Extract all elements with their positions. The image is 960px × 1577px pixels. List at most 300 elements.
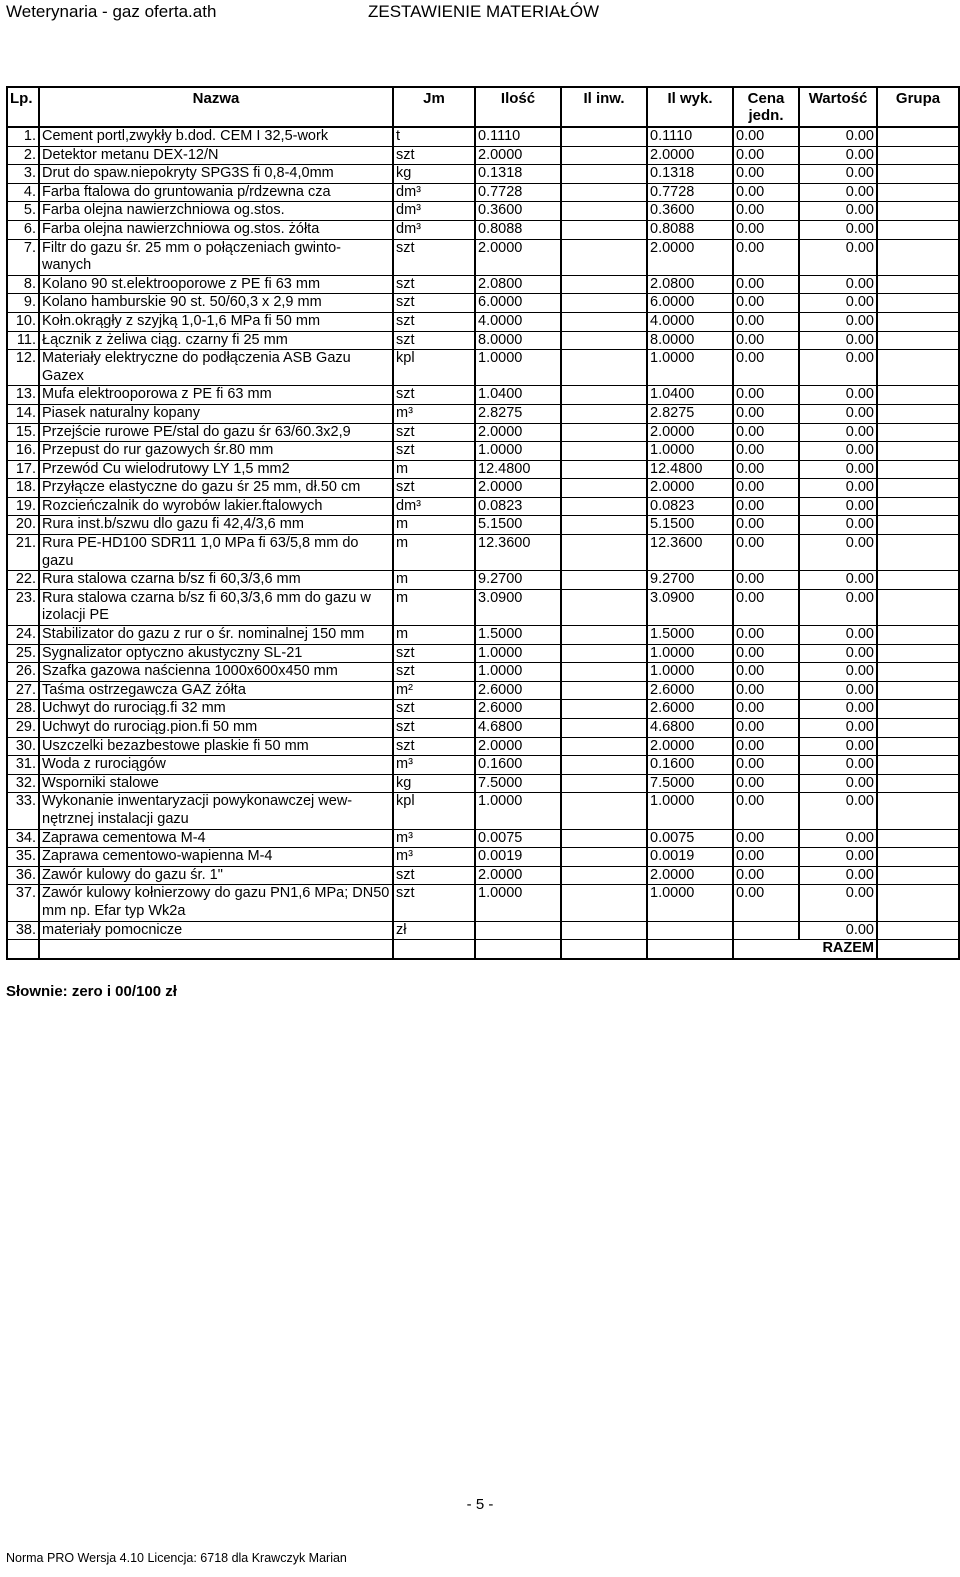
- cell-il-wyk: 4.6800: [647, 719, 733, 738]
- table-row: [7, 885, 959, 921]
- cell-cena: 0.00: [733, 535, 799, 571]
- cell-il-inw: [561, 294, 647, 313]
- cell-lp: 32.: [7, 774, 39, 793]
- cell-cena: 0.00: [733, 202, 799, 221]
- cell-jm: m³: [393, 829, 475, 848]
- cell-jm: m²: [393, 681, 475, 700]
- cell-jm: zł: [393, 921, 475, 940]
- total-cell-lp: [7, 940, 39, 959]
- table-row: [7, 516, 959, 535]
- cell-ilosc: 0.0075: [475, 829, 561, 848]
- cell-nazwa: Uchwyt do rurociąg.pion.fi 50 mm: [39, 719, 393, 738]
- cell-cena: 0.00: [733, 516, 799, 535]
- cell-jm: szt: [393, 644, 475, 663]
- cell-cena: 0.00: [733, 497, 799, 516]
- cell-wartosc: 0.00: [799, 423, 877, 442]
- table-row: [7, 626, 959, 645]
- cell-lp: 23.: [7, 589, 39, 625]
- cell-jm: szt: [393, 700, 475, 719]
- cell-il-inw: [561, 331, 647, 350]
- total-cell-ilosc: [475, 940, 561, 959]
- cell-il-wyk: [647, 921, 733, 940]
- cell-nazwa: Cement portl,zwykły b.dod. CEM I 32,5-work: [39, 127, 393, 146]
- cell-wartosc: 0.00: [799, 312, 877, 331]
- cell-nazwa: Przejście rurowe PE/stal do gazu śr 63/60.3x2,9: [39, 423, 393, 442]
- cell-grupa: [877, 663, 959, 682]
- cell-grupa: [877, 165, 959, 184]
- table-body: [7, 127, 959, 959]
- cell-grupa: [877, 423, 959, 442]
- cell-wartosc: 0.00: [799, 719, 877, 738]
- cell-jm: m: [393, 626, 475, 645]
- cell-cena: 0.00: [733, 312, 799, 331]
- cell-ilosc: 2.0000: [475, 737, 561, 756]
- cell-il-inw: [561, 571, 647, 590]
- table-row: [7, 479, 959, 498]
- cell-ilosc: [475, 921, 561, 940]
- cell-cena: 0.00: [733, 479, 799, 498]
- cell-cena: 0.00: [733, 404, 799, 423]
- cell-nazwa: Filtr do gazu śr. 25 mm o połączeniach gwinto- wanych: [39, 239, 393, 275]
- cell-ilosc: 1.0000: [475, 885, 561, 921]
- table-row: [7, 275, 959, 294]
- table-row: [7, 866, 959, 885]
- cell-ilosc: 1.0000: [475, 442, 561, 461]
- table-row: [7, 127, 959, 146]
- cell-grupa: [877, 442, 959, 461]
- cell-jm: m³: [393, 404, 475, 423]
- cell-jm: m: [393, 516, 475, 535]
- table-row: [7, 663, 959, 682]
- cell-il-wyk: 4.0000: [647, 312, 733, 331]
- cell-il-wyk: 5.1500: [647, 516, 733, 535]
- cell-cena: 0.00: [733, 589, 799, 625]
- cell-jm: t: [393, 127, 475, 146]
- table-row: [7, 700, 959, 719]
- cell-ilosc: 2.0000: [475, 423, 561, 442]
- cell-grupa: [877, 202, 959, 221]
- cell-lp: 7.: [7, 239, 39, 275]
- cell-cena: 0.00: [733, 183, 799, 202]
- total-cell-il-wyk: [647, 940, 733, 959]
- cell-cena: 0.00: [733, 146, 799, 165]
- cell-il-inw: [561, 202, 647, 221]
- cell-jm: kg: [393, 774, 475, 793]
- cell-jm: szt: [393, 442, 475, 461]
- cell-il-wyk: 0.0823: [647, 497, 733, 516]
- cell-il-wyk: 2.6000: [647, 700, 733, 719]
- cell-il-wyk: 12.4800: [647, 460, 733, 479]
- cell-wartosc: 0.00: [799, 404, 877, 423]
- col-header-il-inw: Il inw.: [561, 87, 647, 127]
- cell-grupa: [877, 848, 959, 867]
- cell-il-inw: [561, 239, 647, 275]
- cell-nazwa: materiały pomocnicze: [39, 921, 393, 940]
- table-row: [7, 331, 959, 350]
- cell-il-wyk: 1.0000: [647, 885, 733, 921]
- cell-lp: 34.: [7, 829, 39, 848]
- cell-grupa: [877, 294, 959, 313]
- cell-nazwa: Przewód Cu wielodrutowy LY 1,5 mm2: [39, 460, 393, 479]
- cell-lp: 15.: [7, 423, 39, 442]
- cell-lp: 13.: [7, 386, 39, 405]
- cell-jm: szt: [393, 423, 475, 442]
- table-row: [7, 386, 959, 405]
- cell-lp: 18.: [7, 479, 39, 498]
- cell-il-inw: [561, 885, 647, 921]
- cell-ilosc: 0.1600: [475, 756, 561, 775]
- cell-wartosc: 0.00: [799, 331, 877, 350]
- cell-cena: 0.00: [733, 737, 799, 756]
- cell-jm: szt: [393, 866, 475, 885]
- cell-lp: 20.: [7, 516, 39, 535]
- table-row: [7, 460, 959, 479]
- table-row: [7, 589, 959, 625]
- cell-grupa: [877, 644, 959, 663]
- table-row: [7, 294, 959, 313]
- cell-lp: 6.: [7, 220, 39, 239]
- table-row: [7, 165, 959, 184]
- cell-grupa: [877, 331, 959, 350]
- cell-il-wyk: 1.0000: [647, 442, 733, 461]
- cell-ilosc: 0.0019: [475, 848, 561, 867]
- cell-wartosc: 0.00: [799, 220, 877, 239]
- cell-wartosc: 0.00: [799, 644, 877, 663]
- table-row: [7, 183, 959, 202]
- cell-nazwa: Kołn.okrągły z szyjką 1,0-1,6 MPa fi 50 mm: [39, 312, 393, 331]
- cell-jm: szt: [393, 239, 475, 275]
- cell-ilosc: 0.0823: [475, 497, 561, 516]
- total-row: [7, 940, 959, 959]
- cell-il-wyk: 0.1110: [647, 127, 733, 146]
- cell-il-wyk: 7.5000: [647, 774, 733, 793]
- cell-lp: 11.: [7, 331, 39, 350]
- cell-jm: m: [393, 535, 475, 571]
- cell-lp: 21.: [7, 535, 39, 571]
- cell-lp: 2.: [7, 146, 39, 165]
- cell-il-inw: [561, 829, 647, 848]
- table-row: [7, 774, 959, 793]
- cell-cena: 0.00: [733, 866, 799, 885]
- cell-grupa: [877, 479, 959, 498]
- cell-ilosc: 0.3600: [475, 202, 561, 221]
- cell-il-inw: [561, 386, 647, 405]
- cell-il-inw: [561, 644, 647, 663]
- cell-il-inw: [561, 442, 647, 461]
- total-cell-nazwa: [39, 940, 393, 959]
- cell-lp: 28.: [7, 700, 39, 719]
- page-number: - 5 -: [466, 1496, 494, 1513]
- table-row: [7, 239, 959, 275]
- cell-il-wyk: 2.8275: [647, 404, 733, 423]
- cell-wartosc: 0.00: [799, 866, 877, 885]
- cell-il-inw: [561, 848, 647, 867]
- cell-cena: 0.00: [733, 681, 799, 700]
- cell-nazwa: Piasek naturalny kopany: [39, 404, 393, 423]
- cell-nazwa: Farba olejna nawierzchniowa og.stos.: [39, 202, 393, 221]
- cell-il-inw: [561, 146, 647, 165]
- cell-grupa: [877, 275, 959, 294]
- col-header-nazwa: Nazwa: [39, 87, 393, 127]
- cell-il-inw: [561, 921, 647, 940]
- cell-nazwa: Taśma ostrzegawcza GAZ żółta: [39, 681, 393, 700]
- table-row: [7, 793, 959, 829]
- cell-il-wyk: 2.0000: [647, 239, 733, 275]
- cell-jm: szt: [393, 294, 475, 313]
- cell-il-inw: [561, 404, 647, 423]
- cell-grupa: [877, 774, 959, 793]
- cell-il-inw: [561, 220, 647, 239]
- cell-jm: m: [393, 571, 475, 590]
- cell-nazwa: Zaprawa cementowo-wapienna M-4: [39, 848, 393, 867]
- cell-jm: kpl: [393, 350, 475, 386]
- cell-lp: 24.: [7, 626, 39, 645]
- cell-cena: 0.00: [733, 848, 799, 867]
- cell-ilosc: 0.1110: [475, 127, 561, 146]
- table-row: [7, 146, 959, 165]
- cell-grupa: [877, 516, 959, 535]
- cell-il-wyk: 1.0000: [647, 350, 733, 386]
- cell-il-wyk: 6.0000: [647, 294, 733, 313]
- cell-jm: kpl: [393, 793, 475, 829]
- table-row: [7, 681, 959, 700]
- amount-in-words: Słownie: zero i 00/100 zł: [6, 983, 177, 1000]
- cell-lp: 22.: [7, 571, 39, 590]
- cell-il-wyk: 2.6000: [647, 681, 733, 700]
- cell-wartosc: 0.00: [799, 626, 877, 645]
- cell-cena: 0.00: [733, 350, 799, 386]
- cell-grupa: [877, 681, 959, 700]
- cell-cena: [733, 921, 799, 940]
- materials-table: [6, 86, 960, 960]
- cell-jm: dm³: [393, 183, 475, 202]
- cell-il-wyk: 9.2700: [647, 571, 733, 590]
- cell-il-wyk: 2.0000: [647, 737, 733, 756]
- cell-il-inw: [561, 719, 647, 738]
- cell-jm: dm³: [393, 220, 475, 239]
- cell-il-inw: [561, 165, 647, 184]
- cell-lp: 14.: [7, 404, 39, 423]
- cell-il-wyk: 3.0900: [647, 589, 733, 625]
- cell-nazwa: Zawór kulowy do gazu śr. 1": [39, 866, 393, 885]
- cell-lp: 16.: [7, 442, 39, 461]
- cell-il-inw: [561, 681, 647, 700]
- cell-ilosc: 2.0000: [475, 239, 561, 275]
- cell-cena: 0.00: [733, 294, 799, 313]
- cell-il-wyk: 12.3600: [647, 535, 733, 571]
- cell-nazwa: Przepust do rur gazowych śr.80 mm: [39, 442, 393, 461]
- cell-il-inw: [561, 275, 647, 294]
- cell-jm: kg: [393, 165, 475, 184]
- cell-jm: m: [393, 460, 475, 479]
- cell-nazwa: Szafka gazowa naścienna 1000x600x450 mm: [39, 663, 393, 682]
- cell-ilosc: 12.3600: [475, 535, 561, 571]
- cell-jm: szt: [393, 331, 475, 350]
- cell-il-wyk: 1.0000: [647, 793, 733, 829]
- cell-grupa: [877, 885, 959, 921]
- cell-wartosc: 0.00: [799, 737, 877, 756]
- cell-grupa: [877, 350, 959, 386]
- cell-cena: 0.00: [733, 220, 799, 239]
- cell-grupa: [877, 127, 959, 146]
- cell-cena: 0.00: [733, 626, 799, 645]
- cell-ilosc: 0.8088: [475, 220, 561, 239]
- cell-wartosc: 0.00: [799, 183, 877, 202]
- cell-ilosc: 8.0000: [475, 331, 561, 350]
- cell-ilosc: 1.0400: [475, 386, 561, 405]
- cell-nazwa: Farba olejna nawierzchniowa og.stos. żółta: [39, 220, 393, 239]
- cell-il-wyk: 1.0000: [647, 663, 733, 682]
- table-row: [7, 571, 959, 590]
- cell-ilosc: 9.2700: [475, 571, 561, 590]
- table-row: [7, 535, 959, 571]
- cell-nazwa: Zawór kulowy kołnierzowy do gazu PN1,6 MPa; DN50 mm np. Efar typ Wk2a: [39, 885, 393, 921]
- cell-cena: 0.00: [733, 460, 799, 479]
- cell-jm: szt: [393, 386, 475, 405]
- cell-nazwa: Rura stalowa czarna b/sz fi 60,3/3,6 mm: [39, 571, 393, 590]
- cell-cena: 0.00: [733, 127, 799, 146]
- cell-il-wyk: 2.0800: [647, 275, 733, 294]
- cell-nazwa: Stabilizator do gazu z rur o śr. nominalnej 150 mm: [39, 626, 393, 645]
- cell-jm: szt: [393, 719, 475, 738]
- cell-grupa: [877, 220, 959, 239]
- cell-cena: 0.00: [733, 571, 799, 590]
- cell-cena: 0.00: [733, 756, 799, 775]
- cell-il-inw: [561, 774, 647, 793]
- cell-wartosc: 0.00: [799, 127, 877, 146]
- cell-jm: szt: [393, 737, 475, 756]
- cell-lp: 17.: [7, 460, 39, 479]
- col-header-ilosc: Ilość: [475, 87, 561, 127]
- table-row: [7, 848, 959, 867]
- cell-cena: 0.00: [733, 423, 799, 442]
- col-header-il-wyk: Il wyk.: [647, 87, 733, 127]
- cell-grupa: [877, 921, 959, 940]
- cell-il-wyk: 2.0000: [647, 423, 733, 442]
- cell-wartosc: 0.00: [799, 516, 877, 535]
- cell-cena: 0.00: [733, 719, 799, 738]
- cell-wartosc: 0.00: [799, 460, 877, 479]
- cell-jm: szt: [393, 146, 475, 165]
- cell-cena: 0.00: [733, 829, 799, 848]
- cell-nazwa: Łącznik z żeliwa ciąg. czarny fi 25 mm: [39, 331, 393, 350]
- cell-il-inw: [561, 460, 647, 479]
- cell-il-inw: [561, 183, 647, 202]
- cell-lp: 19.: [7, 497, 39, 516]
- cell-nazwa: Zaprawa cementowa M-4: [39, 829, 393, 848]
- cell-cena: 0.00: [733, 275, 799, 294]
- cell-nazwa: Wsporniki stalowe: [39, 774, 393, 793]
- cell-il-inw: [561, 516, 647, 535]
- table-row: [7, 719, 959, 738]
- document-title: Weterynaria - gaz oferta.ath: [6, 2, 217, 21]
- cell-il-inw: [561, 866, 647, 885]
- cell-grupa: [877, 589, 959, 625]
- cell-ilosc: 2.0800: [475, 275, 561, 294]
- cell-jm: m³: [393, 756, 475, 775]
- cell-lp: 37.: [7, 885, 39, 921]
- cell-cena: 0.00: [733, 239, 799, 275]
- table-row: [7, 921, 959, 940]
- cell-il-wyk: 0.7728: [647, 183, 733, 202]
- cell-grupa: [877, 239, 959, 275]
- cell-il-wyk: 1.0400: [647, 386, 733, 405]
- cell-nazwa: Rozcieńczalnik do wyrobów lakier.ftalowych: [39, 497, 393, 516]
- cell-il-inw: [561, 626, 647, 645]
- cell-wartosc: 0.00: [799, 921, 877, 940]
- cell-grupa: [877, 571, 959, 590]
- cell-jm: szt: [393, 275, 475, 294]
- cell-grupa: [877, 756, 959, 775]
- cell-il-inw: [561, 793, 647, 829]
- cell-grupa: [877, 146, 959, 165]
- cell-wartosc: 0.00: [799, 571, 877, 590]
- cell-il-inw: [561, 312, 647, 331]
- cell-nazwa: Przyłącze elastyczne do gazu śr 25 mm, dł.50 cm: [39, 479, 393, 498]
- col-header-lp: Lp.: [7, 87, 39, 127]
- cell-wartosc: 0.00: [799, 829, 877, 848]
- cell-ilosc: 0.1318: [475, 165, 561, 184]
- cell-wartosc: 0.00: [799, 386, 877, 405]
- cell-il-inw: [561, 127, 647, 146]
- cell-wartosc: 0.00: [799, 681, 877, 700]
- cell-wartosc: 0.00: [799, 202, 877, 221]
- cell-nazwa: Kolano hamburskie 90 st. 50/60,3 x 2,9 mm: [39, 294, 393, 313]
- cell-nazwa: Drut do spaw.niepokryty SPG3S fi 0,8-4,0mm: [39, 165, 393, 184]
- cell-lp: 33.: [7, 793, 39, 829]
- cell-il-inw: [561, 479, 647, 498]
- cell-cena: 0.00: [733, 165, 799, 184]
- cell-ilosc: 0.7728: [475, 183, 561, 202]
- cell-lp: 1.: [7, 127, 39, 146]
- cell-wartosc: 0.00: [799, 774, 877, 793]
- cell-nazwa: Rura stalowa czarna b/sz fi 60,3/3,6 mm do gazu w izolacji PE: [39, 589, 393, 625]
- table-row: [7, 350, 959, 386]
- cell-ilosc: 2.8275: [475, 404, 561, 423]
- cell-ilosc: 4.0000: [475, 312, 561, 331]
- cell-grupa: [877, 793, 959, 829]
- table-header-row: [7, 87, 959, 127]
- cell-wartosc: 0.00: [799, 663, 877, 682]
- cell-ilosc: 2.0000: [475, 479, 561, 498]
- table-row: [7, 202, 959, 221]
- table-row: [7, 220, 959, 239]
- cell-wartosc: 0.00: [799, 535, 877, 571]
- cell-wartosc: 0.00: [799, 497, 877, 516]
- cell-ilosc: 2.6000: [475, 681, 561, 700]
- total-cell-grupa: [877, 940, 959, 959]
- table-row: [7, 756, 959, 775]
- cell-nazwa: Mufa elektrooporowa z PE fi 63 mm: [39, 386, 393, 405]
- cell-ilosc: 1.0000: [475, 350, 561, 386]
- cell-lp: 38.: [7, 921, 39, 940]
- cell-nazwa: Uszczelki bezazbestowe plaskie fi 50 mm: [39, 737, 393, 756]
- cell-lp: 4.: [7, 183, 39, 202]
- cell-lp: 5.: [7, 202, 39, 221]
- cell-wartosc: 0.00: [799, 275, 877, 294]
- cell-il-inw: [561, 423, 647, 442]
- cell-il-wyk: 2.0000: [647, 146, 733, 165]
- cell-il-wyk: 0.1318: [647, 165, 733, 184]
- cell-nazwa: Woda z rurociągów: [39, 756, 393, 775]
- cell-wartosc: 0.00: [799, 442, 877, 461]
- cell-ilosc: 7.5000: [475, 774, 561, 793]
- cell-ilosc: 1.0000: [475, 644, 561, 663]
- cell-jm: dm³: [393, 497, 475, 516]
- cell-grupa: [877, 497, 959, 516]
- cell-cena: 0.00: [733, 793, 799, 829]
- cell-jm: szt: [393, 885, 475, 921]
